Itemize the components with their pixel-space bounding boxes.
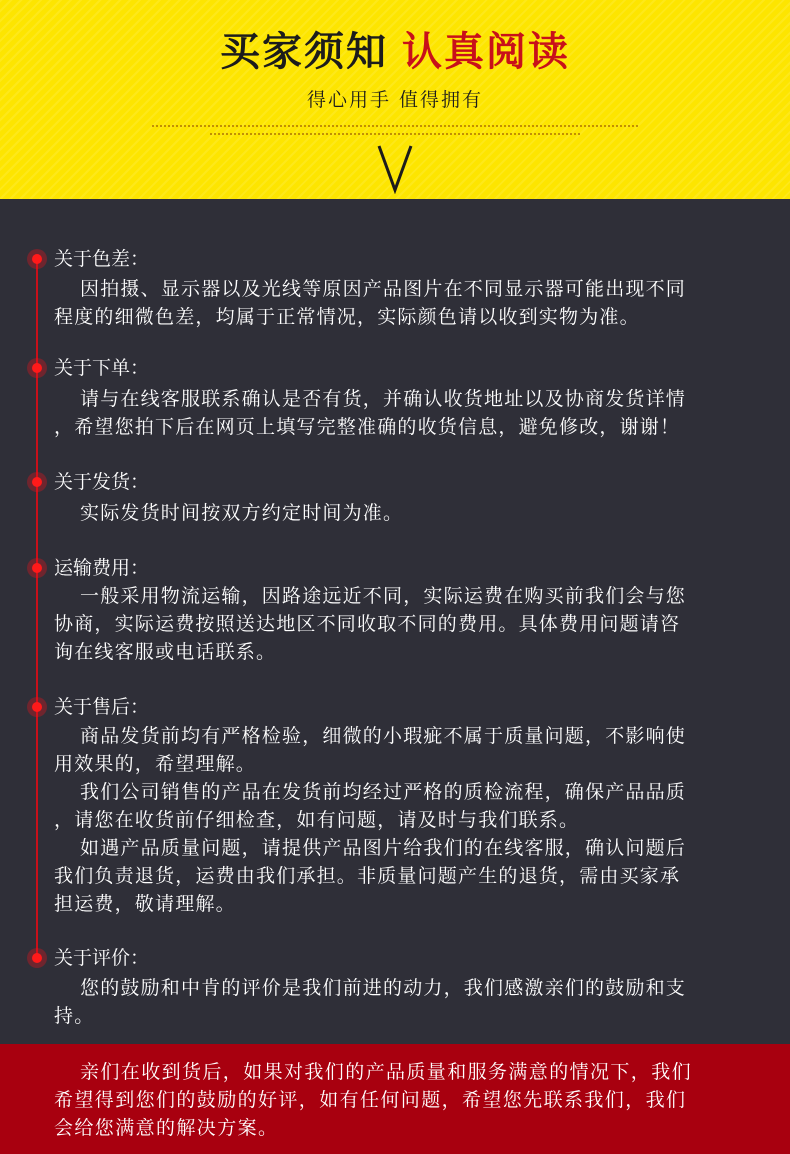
section-title: 关于色差：	[54, 248, 150, 270]
section-text: 一般采用物流运输，因路途远近不同，实际运费在购买前我们会与您	[80, 585, 687, 607]
section-title: 运输费用：	[54, 557, 150, 579]
timeline-dot-icon	[27, 472, 47, 492]
section-text: 用效果的，希望理解。	[54, 753, 257, 775]
footer-banner	[0, 1044, 790, 1154]
timeline-dot-icon	[27, 249, 47, 269]
section-text: 我们负责退货，运费由我们承担。非质量问题产生的退货，需由买家承	[54, 865, 681, 887]
decorative-dotted-line	[152, 125, 638, 127]
timeline-dot-icon	[27, 697, 47, 717]
footer-text: 会给您满意的解决方案。	[54, 1117, 279, 1139]
section-text: 因拍摄、显示器以及光线等原因产品图片在不同显示器可能出现不同	[80, 278, 687, 300]
header-banner	[0, 0, 790, 199]
section-text: 请与在线客服联系确认是否有货，并确认收货地址以及协商发货详情	[80, 388, 687, 410]
section-title: 关于发货：	[54, 471, 150, 493]
chevron-down-icon	[375, 144, 415, 194]
section-text: ，请您在收货前仔细检查，如有问题，请及时与我们联系。	[54, 809, 580, 831]
section-text: 询在线客服或电话联系。	[54, 641, 277, 663]
title-red: 认真阅读	[402, 29, 570, 75]
timeline-dot-icon	[27, 558, 47, 578]
section-title: 关于下单：	[54, 357, 150, 379]
section-text: 实际发货时间按双方约定时间为准。	[80, 502, 404, 524]
section-text: 您的鼓励和中肯的评价是我们前进的动力，我们感激亲们的鼓励和支	[80, 977, 687, 999]
section-text: 如遇产品质量问题，请提供产品图片给我们的在线客服，确认问题后	[80, 837, 687, 859]
decorative-dotted-line	[210, 133, 580, 135]
section-text: 担运费，敬请理解。	[54, 893, 236, 915]
section-text: ，希望您拍下后在网页上填写完整准确的收货信息，避免修改，谢谢！	[54, 416, 681, 438]
footer-text: 希望得到您们的鼓励的好评，如有任何问题，希望您先联系我们，我们	[54, 1089, 687, 1111]
footer-text: 亲们在收到货后，如果对我们的产品质量和服务满意的情况下，我们	[80, 1061, 693, 1083]
page-subtitle: 得心用手 值得拥有	[306, 89, 484, 111]
section-title: 关于售后：	[54, 696, 150, 718]
notice-content	[0, 199, 790, 1044]
section-text: 商品发货前均有严格检验，细微的小瑕疵不属于质量问题，不影响使	[80, 725, 687, 747]
section-text: 协商，实际运费按照送达地区不同收取不同的费用。具体费用问题请咨	[54, 613, 681, 635]
timeline-dot-icon	[27, 358, 47, 378]
section-text: 持。	[54, 1005, 95, 1027]
section-text: 我们公司销售的产品在发货前均经过严格的质检流程，确保产品品质	[80, 781, 687, 803]
timeline-dot-icon	[27, 948, 47, 968]
section-text: 程度的细微色差，均属于正常情况，实际颜色请以收到实物为准。	[54, 306, 640, 328]
section-title: 关于评价：	[54, 947, 150, 969]
title-dark: 买家须知	[220, 29, 388, 75]
page-title	[0, 26, 790, 78]
